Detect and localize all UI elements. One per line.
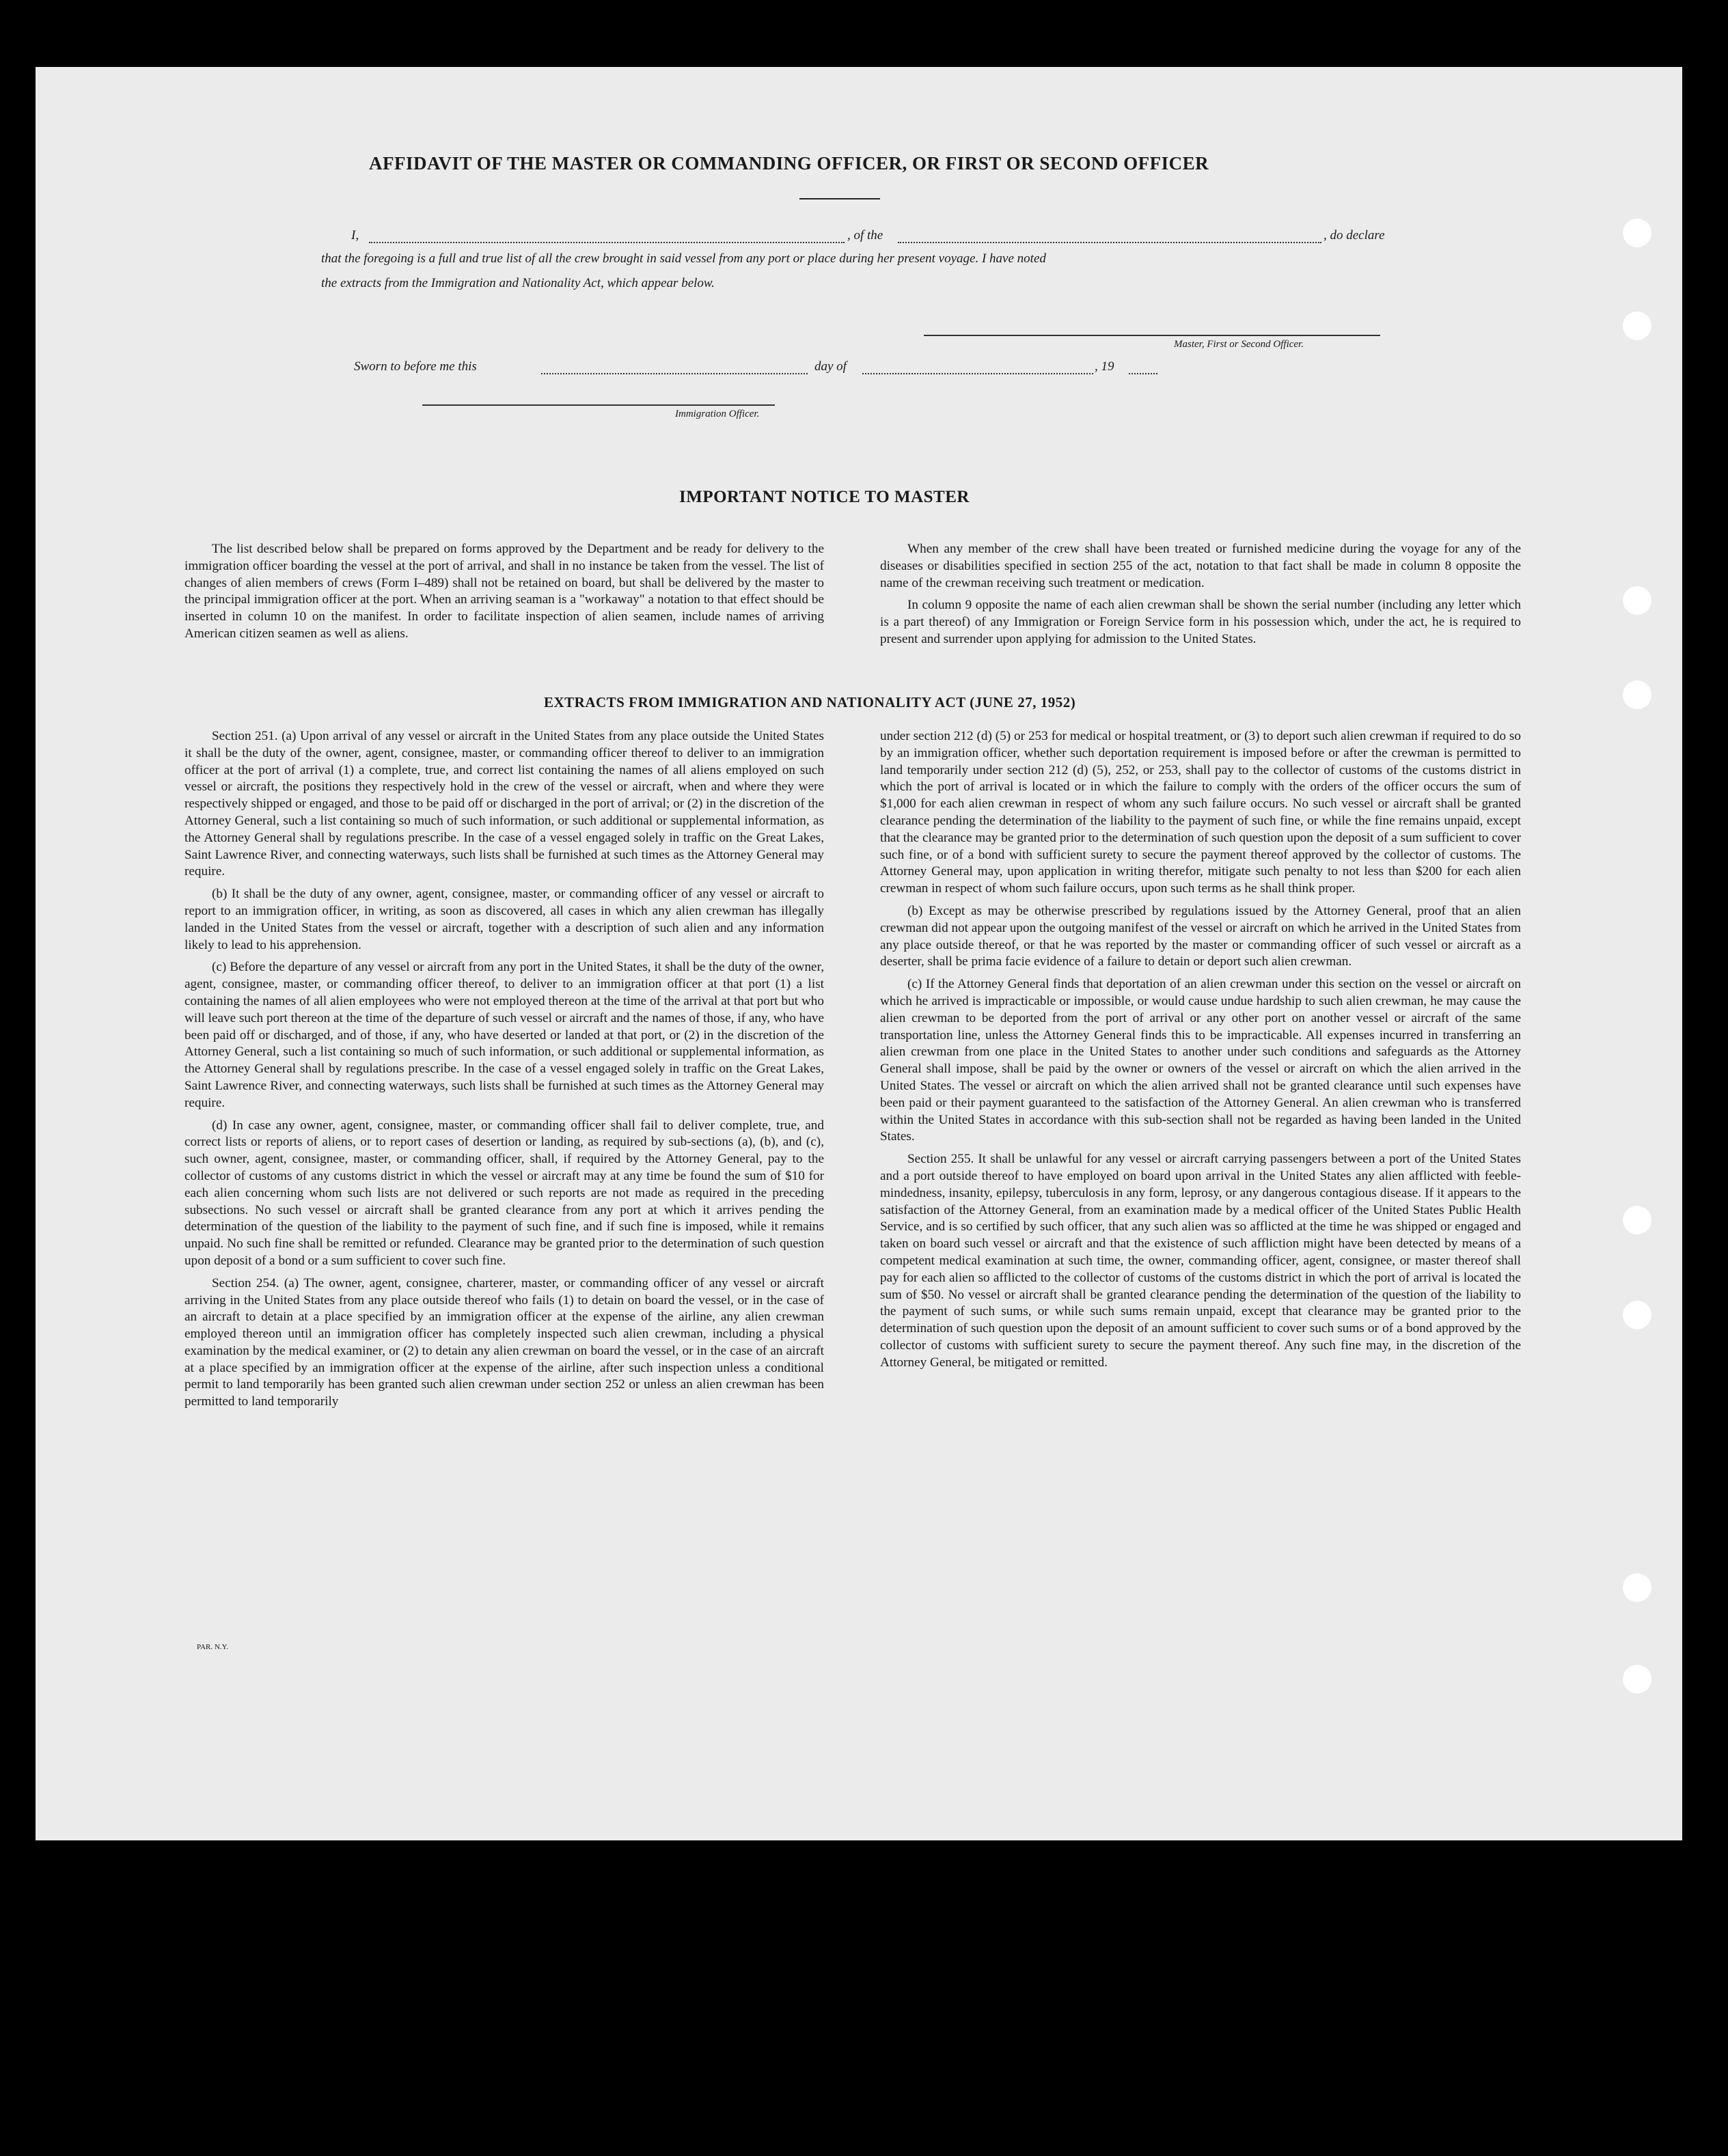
section-254-c: (c) If the Attorney General finds that deportation of an alien crewman under this section on the vessel or aircraft on which he arrived is impracticable or impossible, or would cause undue hardship to such alien crewman, he may cause the alien crewman to be deported from the port of arrival or any other port on another vessel or aircraft of the same transportation line, unless the Attorney General finds this to be impracticable. All expenses incurred in transferring an alien crewman from one place in the United States to another under such conditions and safeguards as the Attorney General shall impose, shall be paid by the owner or owners of the vessel or aircraft on which the alien arrived in the United States. The vessel or aircraft on which the alien arrived shall not be granted clearance until such expenses have been paid or their payment guaranteed to the satisfaction of the Attorney General. An alien crewman who is transferred within the United States in accordance with this sub-section shall not be regarded as having been landed in the United States. [880, 977, 1521, 1144]
immigration-officer-signature-line[interactable] [422, 404, 775, 406]
binder-hole-7 [1623, 1573, 1651, 1602]
notice-left-column [184, 541, 824, 648]
sworn-label: Sworn to before me this [354, 359, 477, 374]
day-of-label: day of [814, 359, 847, 374]
vessel-name-blank[interactable] [898, 242, 1321, 243]
sworn-year-blank[interactable] [1129, 373, 1157, 374]
title-underline [799, 198, 880, 199]
extracts-right-column [880, 728, 1521, 1377]
section-251-d: (d) In case any owner, agent, consignee, master, or commanding officer shall fail to deliver complete, true, and correct lists or reports of aliens, or to report cases of desertion or landing, as required by sub-sections (a), (b), and (c), such owner, agent, consignee, master, or commanding officer, shall, if required by the Attorney General, pay to the collector of customs of any customs district in which the vessel or aircraft may at any time be found the sum of $10 for each alien concerning whom such lists are not delivered or such reports are not made as required in the preceding subsections. No such vessel or aircraft shall be granted clearance from any port at which it arrives pending the determination of the question of the liability to the payment of such fine, and if such fine is imposed, while it remains unpaid. No such fine shall be remitted or refunded. Clearance may be granted prior to the determination of such question upon deposit of a bond or a sum sufficient to cover such fine. [184, 1118, 824, 1268]
binder-hole-6 [1623, 1301, 1651, 1329]
binder-hole-8 [1623, 1665, 1651, 1694]
year-label: , 19 [1095, 359, 1114, 374]
notice-right-paragraph-1: When any member of the crew shall have been treated or furnished medicine during the voyage for any of the diseases or disabilities specified in section 255 of the act, notation to that fact shall be made in column 8 opposite the name of the crewman receiving such treatment or medication. [880, 542, 1521, 590]
extracts-title: EXTRACTS FROM IMMIGRATION AND NATIONALITY ACT (JUNE 27, 1952) [544, 694, 1076, 710]
declarant-prefix: I, [351, 228, 359, 243]
master-signature-line[interactable] [924, 335, 1380, 336]
of-the-label: , of the [847, 228, 883, 243]
sworn-month-blank[interactable] [862, 373, 1093, 374]
notice-right-column [880, 541, 1521, 654]
declarant-name-blank[interactable] [369, 242, 845, 243]
binder-hole-4 [1623, 680, 1651, 709]
section-254-b: (b) Except as may be otherwise prescribed by regulations issued by the Attorney General, proof that an alien crewman did not appear upon the outgoing manifest of the vessel or aircraft on which he arrived in the United States from any place outside thereof, or that he was reported by the master or commanding officer of such vessel or aircraft as a deserter, shall be prima facie evidence of a failure to detain or deport such alien crewman. [880, 903, 1521, 969]
section-251-b: (b) It shall be the duty of any owner, agent, consignee, master, or commanding officer of any vessel or aircraft to report to an immigration officer, in writing, as soon as discovered, all cases in which any alien crewman has illegally landed in the United States from the vessel or aircraft, together with a description of such alien and any information likely to lead to his apprehension. [184, 887, 824, 952]
do-declare-label: , do declare [1324, 228, 1385, 243]
section-251-c: (c) Before the departure of any vessel or aircraft from any port in the United States, it shall be the duty of the owner, agent, consignee, master, or commanding officer thereof, to deliver to an immigration officer at that port (1) a list containing the names of all alien employees who were not employed thereon at the time of the arrival at that port but who will leave such port thereon at the time of the departure of such vessel or aircraft and the names of those, if any, who have been paid off or discharged, and of those, if any, who have deserted or landed at that port, or (2) in the discretion of the Attorney General, such a list containing so much of such information, or such additional or supplemental information, as the Attorney General shall by regulations prescribe. In the case of a vessel engaged solely in traffic on the Great Lakes, Saint Lawrence River, and connecting waterways, such lists shall be furnished at such times as the Attorney General may require. [184, 960, 824, 1110]
statement-line-3: the extracts from the Immigration and Nationality Act, which appear below. [321, 276, 715, 290]
extracts-left-column [184, 728, 824, 1416]
binder-hole-2 [1623, 312, 1651, 340]
notice-left-paragraph: The list described below shall be prepared on forms approved by the Department and be ready for delivery to the immigration officer boarding the vessel at the port of arrival, and shall in no instance be taken from the vessel. The list of changes of alien members of crews (Form I–489) shall not be retained on board, but shall be delivered by the master to the principal immigration officer at the port. When an arriving seaman is a "workaway" a notation to that effect should be inserted in column 10 on the manifest. In order to facilitate inspection of alien seamen, include names of arriving American citizen seamen as well as aliens. [184, 542, 824, 641]
binder-hole-5 [1623, 1206, 1651, 1234]
affidavit-title: AFFIDAVIT OF THE MASTER OR COMMANDING OFFICER, OR FIRST OR SECOND OFFICER [369, 153, 1209, 174]
notice-title: IMPORTANT NOTICE TO MASTER [679, 488, 970, 506]
master-signature-caption: Master, First or Second Officer. [1174, 339, 1304, 350]
section-251-a: Section 251. (a) Upon arrival of any vessel or aircraft in the United States from any place outside the United States it shall be the duty of the owner, agent, consignee, master, or commanding officer thereof to deliver to an immigration officer at the port of arrival (1) a complete, true, and correct list containing the names of all aliens employed on such vessel or aircraft, the positions they respectively hold in the crew of the vessel or aircraft, when and where they were respectively shipped or engaged, and those to be paid off or discharged in the port of arrival; or (2) in the discretion of the Attorney General, such a list containing so much of such information, or such additional or supplemental information, as the Attorney General shall by regulations prescribe. In the case of a vessel engaged solely in traffic on the Great Lakes, Saint Lawrence River, and connecting waterways, such lists shall be furnished at such times as the Attorney General may require. [184, 729, 824, 879]
binder-hole-1 [1623, 219, 1651, 247]
statement-line-2: that the foregoing is a full and true list of all the crew brought in said vessel from any port or place during her present voyage. I have noted [321, 251, 1046, 266]
sworn-day-blank[interactable] [541, 373, 808, 374]
section-254-a: Section 254. (a) The owner, agent, consignee, charterer, master, or commanding officer of any vessel or aircraft arriving in the United States from any place outside thereof who fails (1) to detain on board the vessel, or in the case of an aircraft to detain at a place specified by an immigration officer at the expense of the airline, any alien crewman employed thereon until an immigration officer has completely inspected such alien crewman, including a physical examination by the medical examiner, or (2) to detain any alien crewman on board the vessel, or in the case of an aircraft at a place specified by an immigration officer at the expense of the airline, after such inspection unless a conditional permit to land temporarily has been granted such alien crewman under section 252 or unless an alien crewman has been permitted to land temporarily [184, 1275, 824, 1409]
binder-hole-3 [1623, 586, 1651, 615]
section-255: Section 255. It shall be unlawful for any vessel or aircraft carrying passengers between a port of the United States and a port outside thereof to have employed on board upon arrival in the United States any alien afflicted with feeble-mindedness, insanity, epilepsy, tuberculosis in any form, leprosy, or any dangerous contagious disease. If it appears to the satisfaction of the Attorney General, from an examination made by a medical officer of the United States Public Health Service, and is so certified by such officer, that any such alien was so afflicted at the time he was shipped or engaged and taken on board such vessel or aircraft and that the existence of such affliction might have been detected by means of a competent medical examination at such time, the owner, commanding officer, agent, consignee, or master thereof shall pay for each alien so afflicted to the collector of customs of the customs district in which the port of arrival is located the sum of $50. No vessel or aircraft shall be granted clearance pending the determination of the question of the liability to the payment of such sums, or while such sums remain unpaid, except that clearance may be granted prior to the determination of such question upon the deposit of an amount sufficient to cover such sums or of a bond approved by the collector of customs with sufficient surety to secure the payment thereof. Any such fine may, in the discretion of the Attorney General, be mitigated or remitted. [880, 1152, 1521, 1370]
section-254-a-continued: under section 212 (d) (5) or 253 for medical or hospital treatment, or (3) to deport such alien crewman if required to do so by an immigration officer, whether such deportation requirement is imposed before or after the crewman is permitted to land temporarily under section 212 (d) (5), 252, or 253, shall pay to the collector of customs of the customs district in which the port of arrival is located or in which the failure to comply with the orders of the officer occurs the sum of $1,000 for each alien crewman in respect of whom any such failure occurs. No such vessel or aircraft shall be granted clearance pending the determination of the liability to the payment of such fine, or while the fine remains unpaid, except that the clearance may be granted prior to the determination of such question upon the deposit of a sum sufficient to cover such fine, or of a bond with sufficient surety to secure the payment thereof approved by the collector of customs. The Attorney General may, upon application in writing therefor, mitigate such penalty to not less than $200 for each alien crewman in respect of whom such failure occurs, upon such terms as he shall think proper. [880, 729, 1521, 896]
immigration-officer-caption: Immigration Officer. [675, 409, 760, 419]
document-page [36, 67, 1682, 1840]
printer-mark: PAR. N.Y. [197, 1643, 228, 1651]
notice-right-paragraph-2: In column 9 opposite the name of each alien crewman shall be shown the serial number (including any letter which is a part thereof) of any Immigration or Foreign Service form in his possession which, under the act, he is required to present and surrender upon applying for admission to the United States. [880, 598, 1521, 646]
